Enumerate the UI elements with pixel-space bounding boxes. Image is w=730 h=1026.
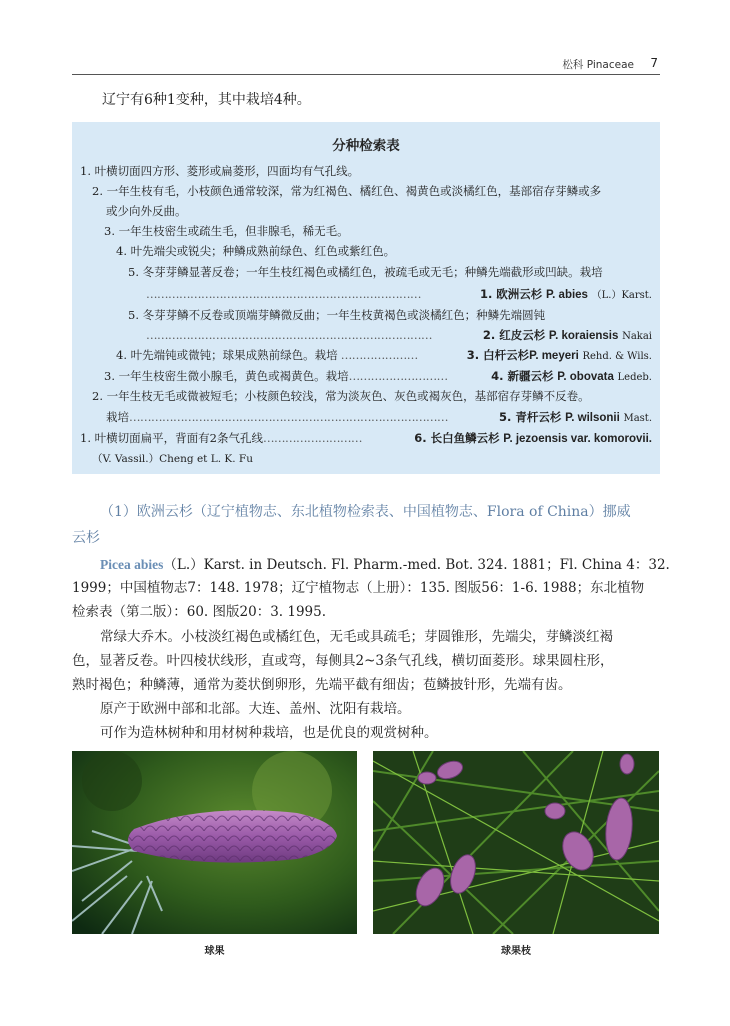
key-line: 2. 一年生枝无毛或微被短毛；小枝颜色较浅，常为淡灰色、灰色或褐灰色，基部宿存芽鳞不反卷。 xyxy=(92,389,590,403)
citation-line: Picea abies（L.）Karst. in Deutsch. Fl. Pharm.-med. Bot. 324. 1881；Fl. China 4：32. xyxy=(100,557,670,573)
species-key-box xyxy=(72,122,660,474)
cone-photo-caption: 球果 xyxy=(204,946,225,957)
page-number: 7 xyxy=(650,56,658,70)
use-text: 可作为造林树种和用材树种栽培，也是优良的观赏树种。 xyxy=(100,725,438,741)
key-title: 分种检索表 xyxy=(332,138,400,154)
key-line: 5. 冬芽芽鳞不反卷或顶端芽鳞微反曲；一年生枝黄褐色或淡橘红色；种鳞先端圆钝 xyxy=(128,308,546,322)
key-line: （V. Vassil.）Cheng et L. K. Fu xyxy=(92,453,253,465)
key-leader: …………………………………………………………………… xyxy=(146,328,432,342)
key-line: 2. 一年生枝有毛，小枝颜色通常较深，常为红褐色、橘红色、褐黄色或淡橘红色，基部宿存芽鳞或多 xyxy=(92,184,602,198)
key-line: 5. 冬芽芽鳞显著反卷；一年生枝红褐色或橘红色，被疏毛或无毛；种鳞先端截形或凹缺。栽培 xyxy=(128,265,603,279)
key-result-6: 6. 长白鱼鳞云杉 P. jezoensis var. komorovii. xyxy=(414,431,652,445)
key-line: 3. 一年生枝密生或疏生毛，但非腺毛，稀无毛。 xyxy=(104,224,349,238)
page-header xyxy=(72,54,660,75)
distribution-text: 原产于欧洲中部和北部。大连、盖州、沈阳有栽培。 xyxy=(100,701,411,717)
key-line: 或少向外反曲。 xyxy=(106,204,187,218)
key-leader: ………………………………………………………………… xyxy=(146,287,421,301)
key-line: 1. 叶横切面四方形、菱形或扁菱形，四面均有气孔线。 xyxy=(80,164,360,178)
description-line: 常绿大乔木。小枝淡红褐色或橘红色，无毛或具疏毛；芽圆锥形，先端尖，芽鳞淡红褐 xyxy=(100,629,613,645)
cone-branch-photo xyxy=(373,751,659,934)
key-line: 栽培…………………………………………………………………………… xyxy=(106,410,448,424)
key-line: 4. 叶先端钝或微钝；球果成熟前绿色。栽培 ………………… xyxy=(116,348,418,362)
key-result-5: 5. 青杆云杉 P. wilsonii Mast. xyxy=(499,410,652,424)
key-result-2: 2. 红皮云杉 P. koraiensis Nakai xyxy=(482,328,652,342)
running-title: 松科 Pinaceae xyxy=(562,59,634,71)
key-result-1: 1. 欧洲云杉 P. abies （L.）Karst. xyxy=(479,287,652,301)
cone-branch-photo-caption: 球果枝 xyxy=(501,946,531,957)
species-heading: （1）欧洲云杉（辽宁植物志、东北植物检索表、中国植物志、Flora of China）挪威 xyxy=(100,504,631,520)
latin-name: Picea abies xyxy=(100,557,164,572)
description-line: 熟时褐色；种鳞薄，通常为菱状倒卵形，先端平截有细齿；苞鳞披针形，先端有齿。 xyxy=(72,677,572,693)
cone-photo xyxy=(72,751,357,934)
key-line: 3. 一年生枝密生微小腺毛，黄色或褐黄色。栽培……………………… xyxy=(104,369,448,383)
key-line: 1. 叶横切面扁平，背面有2条气孔线……………………… xyxy=(80,431,362,445)
species-heading-cont: 云杉 xyxy=(72,530,100,546)
citation-line: 1999；中国植物志7：148. 1978；辽宁植物志（上册）：135. 图版56：1-6. 1988；东北植物 xyxy=(72,580,645,596)
description-line: 色，显著反卷。叶四棱状线形，直或弯，每侧具2~3条气孔线，横切面菱形。球果圆柱形， xyxy=(72,653,614,669)
key-result-4: 4. 新疆云杉 P. obovata Ledeb. xyxy=(491,369,652,383)
key-result-3: 3. 白杆云杉P. meyeri Rehd. & Wils. xyxy=(466,348,652,362)
citation-line: 检索表（第二版）：60. 图版20：3. 1995. xyxy=(72,604,327,620)
intro-text: 辽宁有6种1变种，其中栽培4种。 xyxy=(102,92,311,108)
key-line: 4. 叶先端尖或锐尖；种鳞成熟前绿色、红色或紫红色。 xyxy=(116,244,396,258)
